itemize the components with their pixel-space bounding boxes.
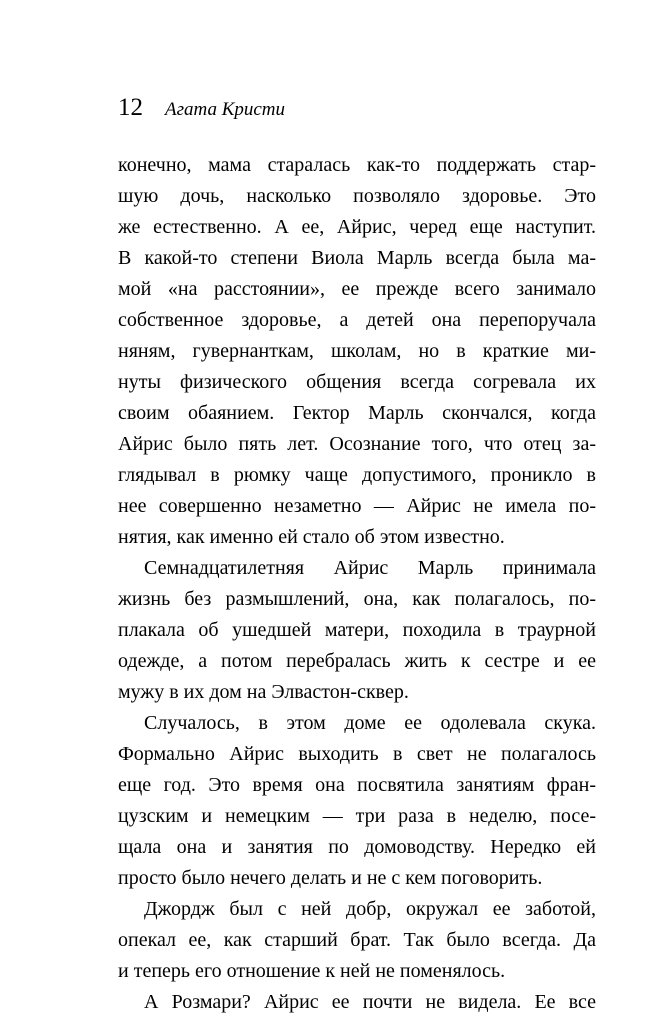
text-line: шую дочь, насколько позволяло здоровье. Это — [118, 185, 596, 207]
text-line: А Розмари? Айрис ее почти не видела. Ее все — [144, 991, 596, 1013]
text-line: Формально Айрис выходить в свет не полагалось — [118, 743, 596, 765]
text-line: Айрис было пять лет. Осознание того, что отец за- — [118, 433, 596, 455]
text-line: В какой-то степени Виола Марль всегда была ма- — [118, 247, 596, 269]
body-text — [118, 150, 596, 1018]
text-line: и теперь его отношение к ней не поменялось. — [118, 960, 506, 982]
text-line: Случалось, в этом доме ее одолевала скука. — [144, 712, 596, 734]
text-line: нее совершенно незаметно — Айрис не имела по- — [118, 495, 596, 517]
text-line: же естественно. А ее, Айрис, черед еще наступит. — [118, 216, 596, 238]
text-line: Семнадцатилетняя Айрис Марль принимала — [144, 557, 596, 579]
text-line: своим обаянием. Гектор Марль скончался, когда — [118, 402, 596, 424]
page-number: 12 — [118, 94, 143, 121]
text-line: нуты физического общения всегда согревала их — [118, 371, 596, 393]
author-name: Агата Кристи — [165, 99, 285, 120]
text-line: опекал ее, как старший брат. Так было всегда. Да — [118, 929, 596, 951]
text-line: нятия, как именно ей стало об этом известно. — [118, 526, 505, 548]
text-line: конечно, мама старалась как-то поддержать стар- — [118, 154, 596, 176]
text-line: еще год. Это время она посвятила занятиям фран- — [118, 774, 596, 796]
text-line: собственное здоровье, а детей она перепоручала — [118, 309, 596, 331]
text-line: мой «на расстоянии», ее прежде всего занимало — [118, 278, 596, 300]
running-head — [118, 92, 285, 124]
text-line: щала она и занятия по домоводству. Нередко ей — [118, 836, 596, 858]
text-line: одежде, а потом перебралась жить к сестре и ее — [118, 650, 596, 672]
text-line: мужу в их дом на Элвастон-сквер. — [118, 681, 409, 703]
text-line: просто было нечего делать и не с кем поговорить. — [118, 867, 543, 889]
text-line: жизнь без размышлений, она, как полагалось, по- — [118, 588, 596, 610]
text-line: няням, гувернанткам, школам, но в краткие ми- — [118, 340, 596, 362]
text-line: плакала об ушедшей матери, походила в траурной — [118, 619, 596, 641]
text-line: глядывал в рюмку чаще допустимого, проникло в — [118, 464, 596, 486]
text-line: Джордж был с ней добр, окружал ее заботой, — [144, 898, 596, 920]
text-line: цузским и немецким — три раза в неделю, посе- — [118, 805, 596, 827]
